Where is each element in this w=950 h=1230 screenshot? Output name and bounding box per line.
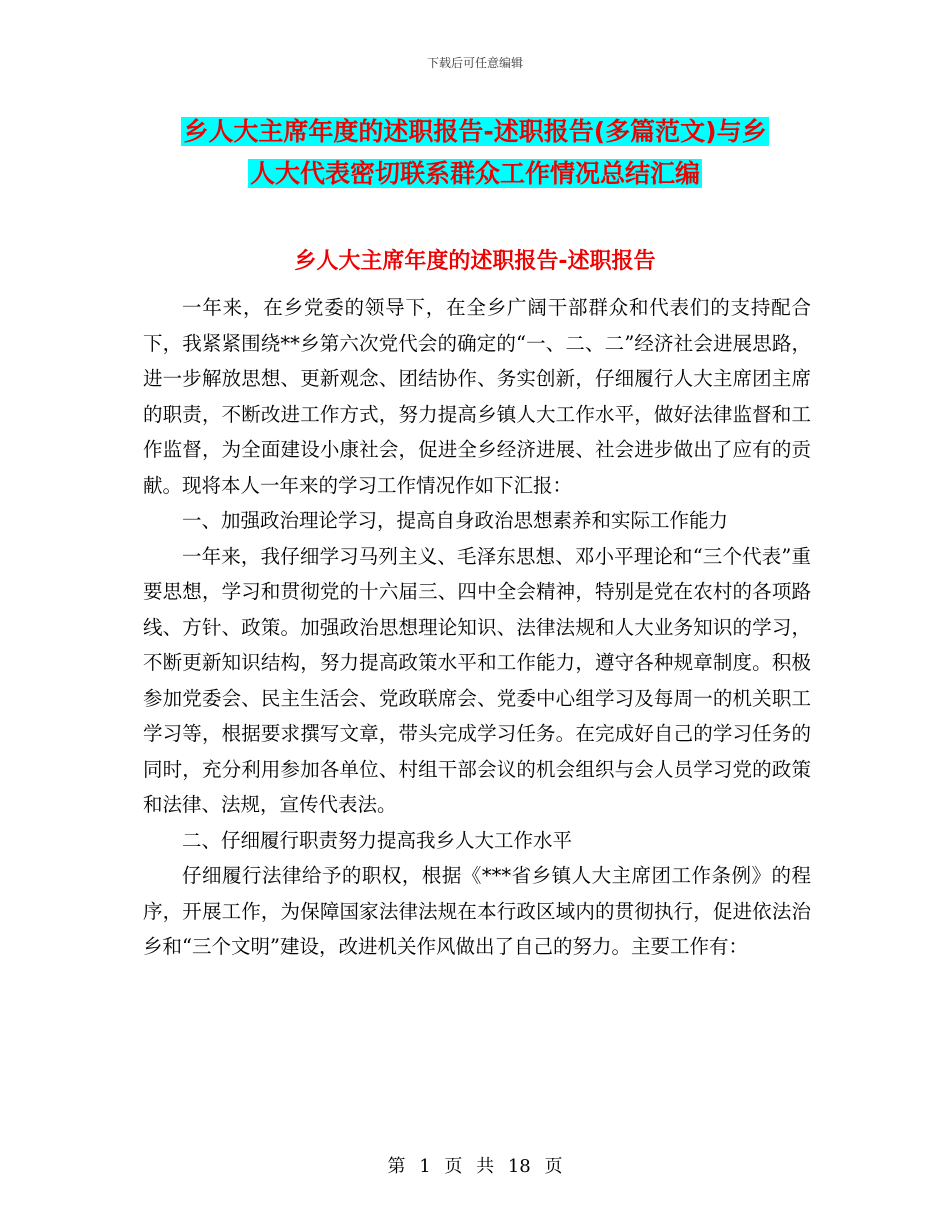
document-title-line-1	[0, 112, 950, 152]
document-title-line-2	[0, 154, 950, 194]
page-footer: 第 1 页 共 18 页	[387, 1156, 563, 1177]
paragraph-section-1: 一年来，我仔细学习马列主义、毛泽东思想、邓小平理论和“三个代表”重要思想，学习和贯彻党的十六届三、四中全会精神，特别是党在农村的各项路线、方针、政策。加强政治思想理论知识、法律法规和人大业务知识的学习，不断更新知识结构，努力提高政策水平和工作能力，遵守各种规章制度。积极参加党委会、民主生活会、党政联席会、党委中心组学习及每周一的机关职工学习等，根据要求撰写文章，带头完成学习任务。在完成好自己的学习任务的同时，充分利用参加各单位、村组干部会议的机会组织与会人员学习党的政策和法律、法规，宣传代表法。	[143, 544, 811, 816]
title-highlight-2: 人大代表密切联系群众工作情况总结汇编	[249, 159, 700, 188]
document-body	[143, 290, 811, 965]
paragraph-intro: 一年来，在乡党委的领导下，在全乡广阔干部群众和代表们的支持配合下，我紧紧围绕**乡第六次党代会的确定的“一、二、二”经济社会进展思路，进一步解放思想、更新观念、团结协作、务实创新，仔细履行人大主席团主席的职责，不断改进工作方式，努力提高乡镇人大工作水平，做好法律监督和工作监督，为全面建设小康社会，促进全乡经济进展、社会进步做出了应有的贡献。现将本人一年来的学习工作情况作如下汇报：	[143, 296, 811, 497]
paragraph-section-2: 仔细履行法律给予的职权，根据《***省乡镇人大主席团工作条例》的程序，开展工作，为保障国家法律法规在本行政区域内的贯彻执行，促进依法治乡和“三个文明”建设，改进机关作风做出了自己的努力。主要工作有：	[143, 864, 811, 958]
title-highlight-1: 乡人大主席年度的述职报告-述职报告(多篇范文)与乡	[183, 117, 767, 146]
heading-section-2: 二、仔细履行职责努力提高我乡人大工作水平	[182, 828, 573, 852]
heading-section-1: 一、加强政治理论学习，提高自身政治思想素养和实际工作能力	[182, 509, 729, 532]
page-header: 下载后可任意编辑	[426, 56, 523, 70]
section-title: 乡人大主席年度的述职报告-述职报告	[294, 249, 656, 274]
